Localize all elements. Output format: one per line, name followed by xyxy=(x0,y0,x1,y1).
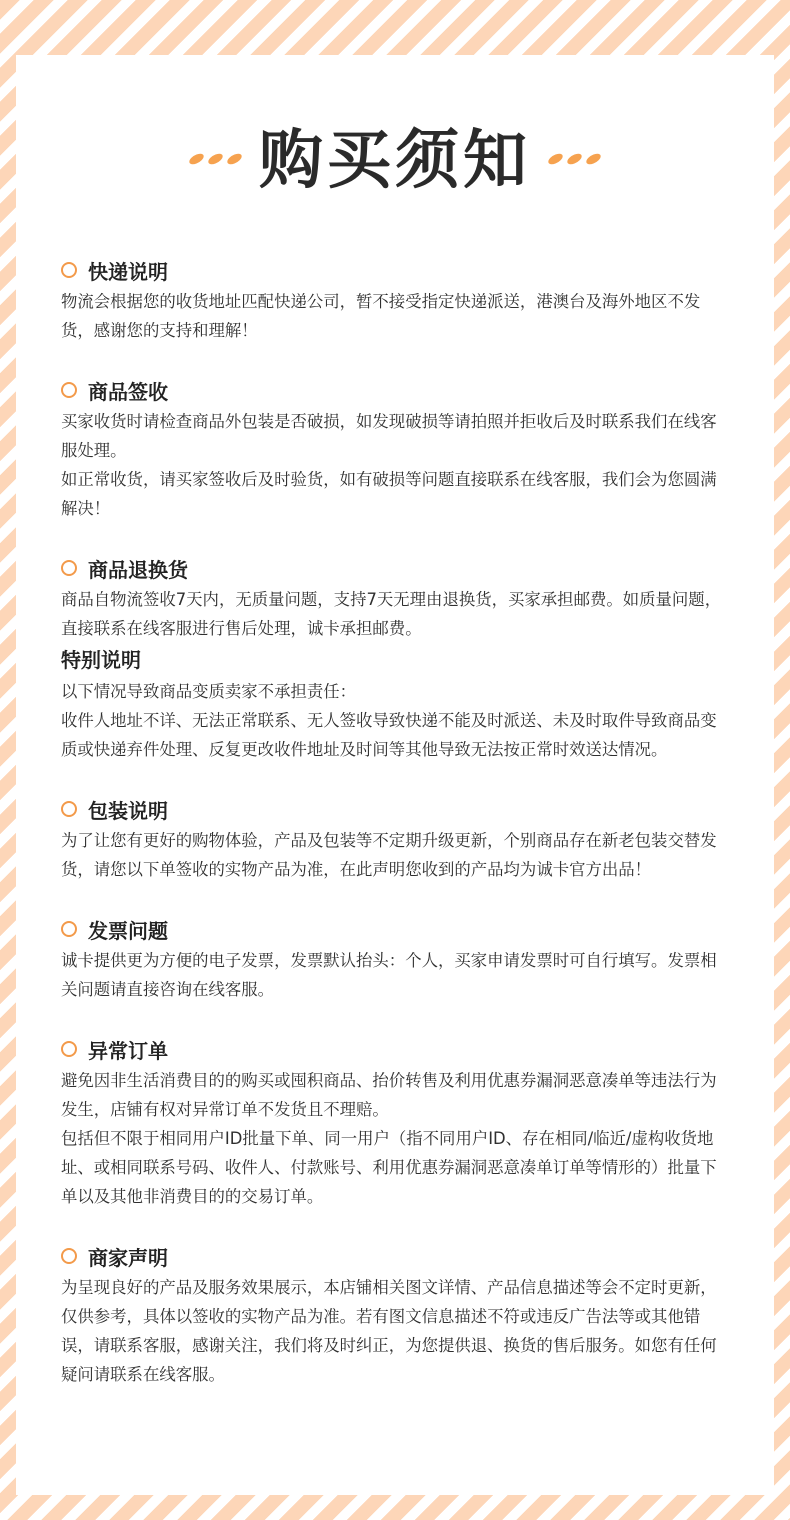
section-title: 商家声明 xyxy=(88,1245,168,1270)
circle-bullet-icon xyxy=(61,382,77,398)
circle-bullet-icon xyxy=(61,801,77,817)
subsection-paragraph: 以下情况导致商品变质卖家不承担责任： xyxy=(61,682,357,701)
section-paragraph: 如正常收货，请买家签收后及时验货，如有破损等问题直接联系在线客服，我们会为您圆满解决！ xyxy=(61,470,717,518)
section xyxy=(61,551,731,764)
circle-bullet-icon xyxy=(61,560,77,576)
section-paragraph: 诚卡提供更为方便的电子发票，发票默认抬头：个人，买家申请发票时可自行填写。发票相关问题请直接咨询在线客服。 xyxy=(61,951,717,999)
section-paragraph: 为了让您有更好的购物体验，产品及包装等不定期升级更新，个别商品存在新老包装交替发货，请您以下单签收的实物产品为准，在此声明您收到的产品均为诚卡官方出品！ xyxy=(61,831,717,879)
section-header xyxy=(61,912,731,946)
circle-bullet-icon xyxy=(61,262,77,278)
circle-bullet-icon xyxy=(61,1248,77,1264)
section-paragraph: 包括但不限于相同用户ID批量下单、同一用户（指不同用户ID、存在相同/临近/虚构收货地址、或相同联系号码、收件人、付款账号、利用优惠券漏洞恶意凑单订单等情形的）批量下单以及其他非消费目的的交易订单。 xyxy=(61,1129,717,1206)
section-title: 包装说明 xyxy=(88,798,168,823)
circle-bullet-icon xyxy=(61,921,77,937)
section-header xyxy=(61,253,731,287)
left-dots-decoration xyxy=(190,154,241,164)
section-title: 商品退换货 xyxy=(88,557,188,582)
section-paragraph: 买家收货时请检查商品外包装是否破损，如发现破损等请拍照并拒收后及时联系我们在线客服处理。 xyxy=(61,412,717,460)
right-dots-decoration xyxy=(549,154,600,164)
subsection-paragraph: 收件人地址不详、无法正常联系、无人签收导致快递不能及时派送、未及时取件导致商品变质或快递弃件处理、反复更改收件地址及时间等其他导致无法按正常时效送达情况。 xyxy=(61,711,717,759)
section-paragraph: 避免因非生活消费目的的购买或囤积商品、抬价转售及利用优惠券漏洞恶意凑单等违法行为发生，店铺有权对异常订单不发货且不理赔。 xyxy=(61,1071,717,1119)
notice-content xyxy=(61,253,731,1417)
circle-bullet-icon xyxy=(61,1041,77,1057)
section-header xyxy=(61,1032,731,1066)
section-title: 商品签收 xyxy=(88,379,168,404)
page-title: 购买须知 xyxy=(259,124,531,198)
section xyxy=(61,912,731,1004)
section xyxy=(61,373,731,523)
section-title: 发票问题 xyxy=(88,918,168,943)
section xyxy=(61,792,731,884)
section-paragraph: 物流会根据您的收货地址匹配快递公司，暂不接受指定快递派送，港澳台及海外地区不发货，感谢您的支持和理解！ xyxy=(61,292,701,340)
section-header xyxy=(61,551,731,585)
subsection-title: 特别说明 xyxy=(61,648,141,672)
section-paragraph: 为呈现良好的产品及服务效果展示，本店铺相关图文详情、产品信息描述等会不定时更新，仅供参考，具体以签收的实物产品为准。若有图文信息描述不符或违反广告法等或其他错误，请联系客服，感谢关注，我们将及时纠正，为您提供退、换货的售后服务。如您有任何疑问请联系在线客服。 xyxy=(61,1278,717,1384)
section-title: 快递说明 xyxy=(88,259,168,284)
section xyxy=(61,253,731,345)
section xyxy=(61,1032,731,1211)
header xyxy=(0,110,790,200)
section-header xyxy=(61,373,731,407)
section xyxy=(61,1239,731,1389)
section-header xyxy=(61,792,731,826)
section-paragraph: 商品自物流签收7天内，无质量问题，支持7天无理由退换货，买家承担邮费。如质量问题，直接联系在线客服进行售后处理，诚卡承担邮费。 xyxy=(61,590,722,638)
section-header xyxy=(61,1239,731,1273)
section-title: 异常订单 xyxy=(88,1038,168,1063)
